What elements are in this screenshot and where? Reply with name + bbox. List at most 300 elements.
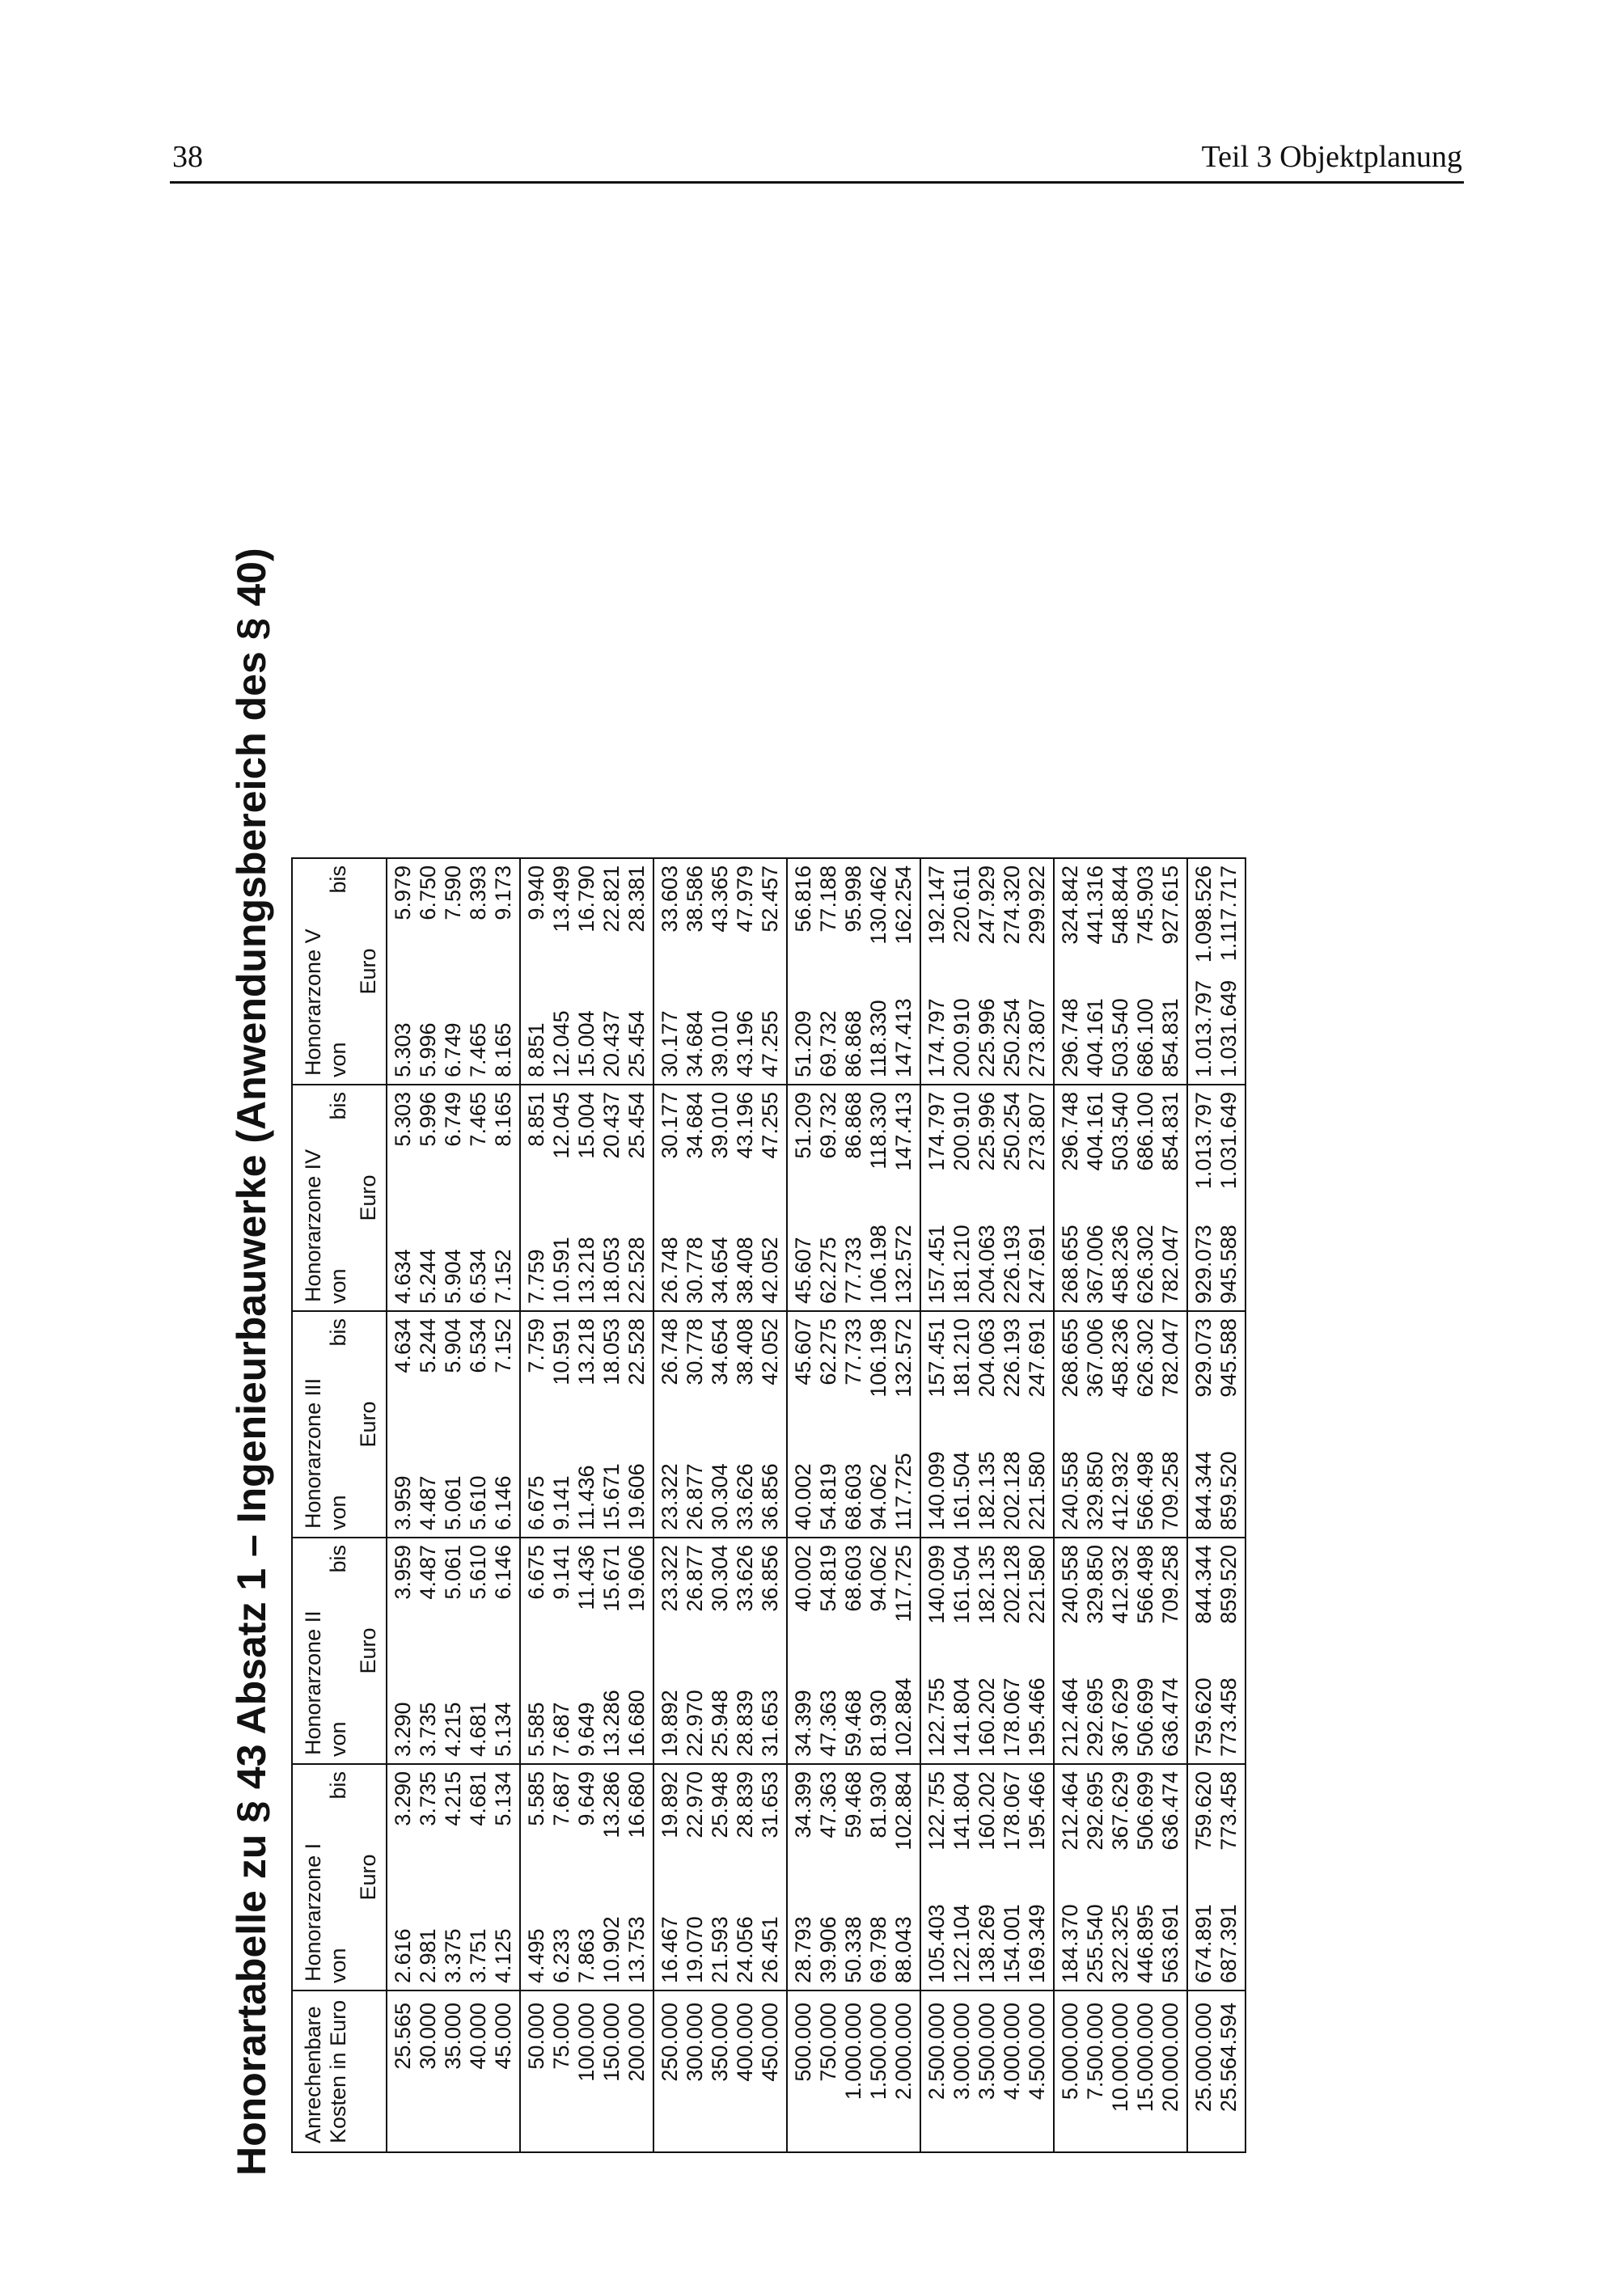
von-cell: 19.606 — [624, 1424, 653, 1538]
von-cell: 20.437 — [599, 971, 624, 1085]
table-row — [949, 858, 975, 2152]
table-row — [441, 858, 466, 2152]
bis-cell: 5.061 — [441, 1545, 465, 1600]
row-group — [1054, 858, 1187, 2152]
von-cell: 182.135 — [975, 1424, 1000, 1538]
bis-cell: 30.304 — [708, 1545, 732, 1612]
bis-cell: 929.073 — [1187, 1311, 1216, 1424]
table-row — [520, 858, 549, 2152]
von-cell: 34.684 — [683, 971, 708, 1085]
von-cell: 2.616 — [387, 1877, 416, 1991]
von-cell: 34.654 — [708, 1198, 733, 1311]
bis-cell: 296.748 — [1054, 1085, 1083, 1198]
von-cell: 30.304 — [708, 1424, 733, 1538]
von-cell: 10.902 — [599, 1877, 624, 1991]
bis-cell: 8.393 — [466, 865, 490, 920]
bis-cell: 247.929 — [975, 865, 999, 945]
bis-cell: 709.258 — [1158, 1545, 1182, 1624]
bis-cell: 11.436 — [574, 1545, 598, 1610]
bis-cell: 5.996 — [416, 1092, 440, 1147]
cost-cell: 100.000 — [574, 2003, 598, 2082]
table-row — [624, 858, 653, 2152]
von-cell: 31.653 — [758, 1651, 787, 1764]
bis-cell: 3.959 — [387, 1538, 416, 1651]
von-cell: 18.053 — [599, 1198, 624, 1311]
von-cell: 503.540 — [1108, 971, 1133, 1085]
header-rule — [170, 181, 1464, 184]
cost-cell: 5.000.000 — [1054, 1991, 1083, 2152]
von-cell: 636.474 — [1158, 1651, 1187, 1764]
bis-cell: 6.534 — [466, 1318, 490, 1373]
von-cell: 138.269 — [975, 1877, 1000, 1991]
bis-cell: 274.320 — [1000, 865, 1024, 945]
von-cell: 240.558 — [1054, 1424, 1083, 1538]
table-row — [920, 858, 949, 2152]
table-row — [387, 858, 416, 2152]
bis-cell: 5.610 — [466, 1545, 490, 1600]
table-row — [816, 858, 841, 2152]
von-cell: 296.748 — [1054, 971, 1083, 1085]
bis-cell: 859.520 — [1216, 1545, 1241, 1624]
cost-cell: 250.000 — [653, 1991, 683, 2152]
von-cell: 154.001 — [1000, 1877, 1025, 1991]
bis-cell: 7.152 — [491, 1318, 515, 1373]
von-cell: 5.585 — [520, 1651, 549, 1764]
zone-header: Honorarzone IV — [292, 1085, 326, 1311]
bis-cell: 626.302 — [1133, 1318, 1157, 1398]
bis-cell: 292.695 — [1083, 1771, 1107, 1851]
von-cell: 160.202 — [975, 1651, 1000, 1764]
von-cell: 929.073 — [1187, 1198, 1216, 1311]
von-cell: 28.793 — [787, 1877, 816, 1991]
bis-cell: 52.457 — [758, 865, 782, 933]
bis-cell: 6.675 — [520, 1538, 549, 1651]
von-cell: 4.681 — [466, 1651, 491, 1764]
bis-cell: 844.344 — [1187, 1538, 1216, 1651]
table-row — [975, 858, 1000, 2152]
bis-cell: 367.006 — [1083, 1318, 1107, 1398]
von-cell: 268.655 — [1054, 1198, 1083, 1311]
bis-cell: 299.922 — [1025, 865, 1049, 945]
von-cell: 34.399 — [787, 1651, 816, 1764]
von-cell: 6.233 — [549, 1877, 574, 1991]
table-row — [1054, 858, 1083, 2152]
bis-cell: 42.052 — [758, 1318, 782, 1386]
bis-cell: 1.013.797 — [1187, 1085, 1216, 1198]
von-cell: 178.067 — [1000, 1651, 1025, 1764]
von-cell: 6.146 — [491, 1424, 520, 1538]
von-cell: 105.403 — [920, 1877, 949, 1991]
cost-cell: 2.500.000 — [920, 1991, 949, 2152]
row-group — [653, 858, 787, 2152]
bis-cell: 34.654 — [708, 1318, 732, 1386]
von-cell: 50.338 — [841, 1877, 866, 1991]
bis-label: bis — [326, 1771, 350, 1800]
table-title: Honorartabelle zu § 43 Absatz 1 – Ingenieurbauwerke (Anwendungsbereich des § 40) — [229, 548, 274, 2176]
bis-cell: 43.196 — [733, 1092, 757, 1159]
von-cell: 30.177 — [653, 971, 683, 1085]
bis-cell: 506.699 — [1133, 1771, 1157, 1851]
bis-cell: 566.498 — [1133, 1545, 1157, 1624]
von-cell: 844.344 — [1187, 1424, 1216, 1538]
cost-cell: 15.000.000 — [1133, 2003, 1157, 2113]
bis-cell: 212.464 — [1054, 1764, 1083, 1877]
table-row — [1133, 858, 1158, 2152]
von-cell: 24.056 — [733, 1877, 758, 1991]
bis-cell: 1.098.526 — [1187, 858, 1216, 971]
von-cell: 446.895 — [1133, 1877, 1158, 1991]
bis-cell: 38.586 — [683, 865, 707, 933]
row-group — [1187, 858, 1245, 2152]
cost-cell: 45.000 — [491, 2003, 515, 2070]
von-cell: 195.466 — [1025, 1651, 1054, 1764]
bis-cell: 26.877 — [683, 1545, 707, 1612]
bis-cell: 45.607 — [787, 1311, 816, 1424]
bis-cell: 28.839 — [733, 1771, 757, 1838]
bis-cell: 759.620 — [1187, 1764, 1216, 1877]
bis-cell: 548.844 — [1108, 865, 1132, 945]
von-cell: 147.413 — [891, 971, 920, 1085]
bis-cell: 404.161 — [1083, 1092, 1107, 1171]
von-cell: 7.152 — [491, 1198, 520, 1311]
bis-cell: 9.649 — [574, 1771, 598, 1826]
von-cell: 13.753 — [624, 1877, 653, 1991]
von-cell: 6.749 — [441, 971, 466, 1085]
bis-cell: 1.117.717 — [1216, 865, 1241, 962]
bis-cell: 182.135 — [975, 1545, 999, 1624]
von-cell: 2.981 — [416, 1877, 441, 1991]
von-cell: 39.906 — [816, 1877, 841, 1991]
cost-cell: 1.500.000 — [866, 2003, 890, 2101]
bis-cell: 4.215 — [441, 1771, 465, 1826]
cost-cell: 3.500.000 — [975, 2003, 999, 2101]
row-group — [920, 858, 1054, 2152]
von-cell: 42.052 — [758, 1198, 787, 1311]
bis-cell: 220.611 — [949, 865, 974, 943]
von-cell: 38.408 — [733, 1198, 758, 1311]
von-cell: 200.910 — [949, 971, 975, 1085]
table-row — [653, 858, 683, 2152]
bis-cell: 94.062 — [866, 1545, 890, 1612]
bis-cell: 4.681 — [466, 1771, 490, 1826]
von-cell: 5.610 — [466, 1424, 491, 1538]
bis-cell: 225.996 — [975, 1092, 999, 1171]
von-cell: 184.370 — [1054, 1877, 1083, 1991]
bis-cell: 141.804 — [949, 1771, 974, 1851]
table-row — [891, 858, 920, 2152]
bis-cell: 13.286 — [599, 1771, 624, 1838]
bis-cell: 12.045 — [549, 1092, 573, 1159]
von-cell: 7.465 — [466, 971, 491, 1085]
von-cell: 5.061 — [441, 1424, 466, 1538]
cost-header-line2: Kosten in Euro — [326, 1999, 350, 2143]
bis-cell: 56.816 — [787, 858, 816, 971]
bis-cell: 19.892 — [653, 1764, 683, 1877]
cost-cell: 25.565 — [387, 1991, 416, 2152]
von-cell: 117.725 — [891, 1424, 920, 1538]
zone-header: Honorarzone II — [292, 1538, 326, 1764]
cost-cell: 25.000.000 — [1187, 1991, 1216, 2152]
zone-header: Honorarzone V — [292, 858, 326, 1085]
bis-cell: 178.067 — [1000, 1771, 1024, 1851]
table-row — [416, 858, 441, 2152]
von-cell: 202.128 — [1000, 1424, 1025, 1538]
bis-cell: 273.807 — [1025, 1092, 1049, 1171]
von-cell: 69.798 — [866, 1877, 891, 1991]
von-cell: 43.196 — [733, 971, 758, 1085]
von-cell: 54.819 — [816, 1424, 841, 1538]
von-cell: 674.891 — [1187, 1877, 1216, 1991]
table-row — [1216, 858, 1245, 2152]
bis-cell: 686.100 — [1133, 1092, 1157, 1171]
von-cell: 40.002 — [787, 1424, 816, 1538]
von-cell: 15.004 — [574, 971, 599, 1085]
von-cell: 458.236 — [1108, 1198, 1133, 1311]
bis-cell: 927.615 — [1158, 865, 1182, 945]
bis-cell: 268.655 — [1054, 1311, 1083, 1424]
euro-label: Euro — [356, 1311, 387, 1538]
von-cell: 122.104 — [949, 1877, 975, 1991]
cost-cell: 300.000 — [683, 2003, 707, 2082]
bis-cell: 47.979 — [733, 865, 757, 933]
bis-cell: 192.147 — [920, 858, 949, 971]
von-cell: 859.520 — [1216, 1424, 1245, 1538]
von-cell: 367.006 — [1083, 1198, 1108, 1311]
von-cell: 47.363 — [816, 1651, 841, 1764]
von-cell: 759.620 — [1187, 1651, 1216, 1764]
bis-cell: 118.330 — [866, 1092, 890, 1170]
bis-cell: 5.244 — [416, 1318, 440, 1373]
bis-cell: 40.002 — [787, 1538, 816, 1651]
von-cell: 161.504 — [949, 1424, 975, 1538]
bis-cell: 31.653 — [758, 1771, 782, 1838]
bis-cell: 10.591 — [549, 1318, 573, 1386]
von-cell: 8.851 — [520, 971, 549, 1085]
von-cell: 247.691 — [1025, 1198, 1054, 1311]
bis-cell: 47.363 — [816, 1771, 840, 1838]
bis-cell: 54.819 — [816, 1545, 840, 1612]
von-cell: 945.588 — [1216, 1198, 1245, 1311]
table-row — [866, 858, 891, 2152]
bis-cell: 745.903 — [1133, 865, 1157, 945]
von-cell: 22.528 — [624, 1198, 653, 1311]
von-cell: 13.286 — [599, 1651, 624, 1764]
bis-cell: 202.128 — [1000, 1545, 1024, 1624]
bis-cell: 117.725 — [891, 1545, 916, 1622]
cost-header-line1: Anrechenbare — [301, 2006, 325, 2143]
bis-cell: 412.932 — [1108, 1545, 1132, 1624]
von-cell: 181.210 — [949, 1198, 975, 1311]
bis-cell: 13.218 — [574, 1318, 598, 1386]
von-cell: 329.850 — [1083, 1424, 1108, 1538]
row-group — [520, 858, 653, 2152]
cost-cell: 25.564.594 — [1216, 2003, 1241, 2113]
cost-cell: 3.000.000 — [949, 2003, 974, 2101]
bis-cell: 324.842 — [1054, 858, 1083, 971]
cost-cell: 500.000 — [787, 1991, 816, 2152]
von-cell: 5.303 — [387, 971, 416, 1085]
von-cell: 506.699 — [1133, 1651, 1158, 1764]
von-cell: 30.778 — [683, 1198, 708, 1311]
bis-cell: 4.634 — [387, 1311, 416, 1424]
bis-cell: 226.193 — [1000, 1318, 1024, 1398]
von-cell: 7.759 — [520, 1198, 549, 1311]
von-cell: 69.732 — [816, 971, 841, 1085]
bis-cell: 33.603 — [653, 858, 683, 971]
von-cell: 19.892 — [653, 1651, 683, 1764]
bis-cell: 6.146 — [491, 1545, 515, 1600]
bis-cell: 140.099 — [920, 1538, 949, 1651]
bis-cell: 9.173 — [491, 865, 515, 920]
von-cell: 5.134 — [491, 1651, 520, 1764]
von-cell: 19.070 — [683, 1877, 708, 1991]
bis-cell: 22.528 — [624, 1318, 649, 1386]
section-title: Teil 3 Objektplanung — [1201, 140, 1462, 174]
zone-header: Honorarzone III — [292, 1311, 326, 1538]
von-cell: 4.495 — [520, 1877, 549, 1991]
von-cell: 4.215 — [441, 1651, 466, 1764]
von-label: von — [326, 1877, 356, 1991]
von-cell: 4.487 — [416, 1424, 441, 1538]
euro-label: Euro — [356, 1085, 387, 1311]
cost-cell: 450.000 — [758, 2003, 782, 2082]
table-row — [1187, 858, 1216, 2152]
bis-cell: 441.316 — [1083, 865, 1107, 945]
bis-cell: 240.558 — [1054, 1538, 1083, 1651]
bis-cell: 5.134 — [491, 1771, 515, 1826]
euro-label: Euro — [356, 1538, 387, 1764]
von-cell: 709.258 — [1158, 1424, 1187, 1538]
von-label: von — [326, 1424, 356, 1538]
von-cell: 36.856 — [758, 1424, 787, 1538]
bis-cell: 51.209 — [787, 1085, 816, 1198]
von-cell: 102.884 — [891, 1651, 920, 1764]
von-cell: 8.165 — [491, 971, 520, 1085]
von-cell: 59.468 — [841, 1651, 866, 1764]
von-cell: 25.454 — [624, 971, 653, 1085]
bis-cell: 181.210 — [949, 1318, 974, 1398]
bis-cell: 62.275 — [816, 1318, 840, 1386]
von-cell: 322.325 — [1108, 1877, 1133, 1991]
bis-cell: 773.458 — [1216, 1771, 1241, 1851]
von-cell: 3.959 — [387, 1424, 416, 1538]
bis-cell: 77.188 — [816, 865, 840, 933]
bis-label: bis — [326, 865, 350, 894]
von-cell: 141.804 — [949, 1651, 975, 1764]
von-cell: 221.580 — [1025, 1424, 1054, 1538]
von-cell: 118.330 — [866, 971, 891, 1085]
bis-cell: 47.255 — [758, 1092, 782, 1159]
von-cell: 204.063 — [975, 1198, 1000, 1311]
von-label: von — [326, 971, 356, 1085]
table-row — [841, 858, 866, 2152]
cost-cell: 4.000.000 — [1000, 2003, 1024, 2101]
bis-cell: 6.750 — [416, 865, 440, 920]
von-cell: 11.436 — [574, 1424, 599, 1538]
von-cell: 3.751 — [466, 1877, 491, 1991]
bis-cell: 4.487 — [416, 1545, 440, 1600]
fee-table — [291, 857, 1246, 2153]
bis-cell: 1.031.649 — [1216, 1092, 1241, 1190]
bis-cell: 250.254 — [1000, 1092, 1024, 1171]
table-row — [1000, 858, 1025, 2152]
cost-cell: 50.000 — [520, 1991, 549, 2152]
bis-cell: 5.303 — [387, 1085, 416, 1198]
bis-cell: 8.165 — [491, 1092, 515, 1147]
von-cell: 782.047 — [1158, 1198, 1187, 1311]
cost-cell: 2.000.000 — [891, 2003, 916, 2101]
von-cell: 563.691 — [1158, 1877, 1187, 1991]
bis-cell: 5.904 — [441, 1318, 465, 1373]
von-cell: 404.161 — [1083, 971, 1108, 1085]
bis-cell: 7.759 — [520, 1311, 549, 1424]
von-cell: 773.458 — [1216, 1651, 1245, 1764]
von-cell: 854.831 — [1158, 971, 1187, 1085]
bis-cell: 195.466 — [1025, 1771, 1049, 1851]
von-cell: 686.100 — [1133, 971, 1158, 1085]
table-row — [1158, 858, 1187, 2152]
von-cell: 21.593 — [708, 1877, 733, 1991]
table-row — [733, 858, 758, 2152]
table-row — [549, 858, 574, 2152]
bis-cell: 15.004 — [574, 1092, 598, 1159]
von-cell: 77.733 — [841, 1198, 866, 1311]
bis-cell: 174.797 — [920, 1085, 949, 1198]
bis-cell: 367.629 — [1108, 1771, 1132, 1851]
von-cell: 5.904 — [441, 1198, 466, 1311]
bis-cell: 130.462 — [866, 865, 890, 945]
bis-cell: 9.940 — [520, 858, 549, 971]
von-cell: 33.626 — [733, 1424, 758, 1538]
von-cell: 81.930 — [866, 1651, 891, 1764]
bis-cell: 132.572 — [891, 1318, 916, 1398]
bis-cell: 503.540 — [1108, 1092, 1132, 1171]
table-header — [292, 858, 387, 2152]
bis-cell: 160.202 — [975, 1771, 999, 1851]
von-cell: 16.467 — [653, 1877, 683, 1991]
bis-cell: 69.732 — [816, 1092, 840, 1159]
von-cell: 45.607 — [787, 1198, 816, 1311]
cost-cell: 35.000 — [441, 2003, 465, 2070]
von-cell: 6.675 — [520, 1424, 549, 1538]
von-cell: 367.629 — [1108, 1651, 1133, 1764]
cost-column-header — [292, 1991, 387, 2152]
row-group — [387, 858, 520, 2152]
bis-cell: 95.998 — [841, 865, 865, 933]
bis-cell: 28.381 — [624, 865, 649, 933]
von-cell: 5.996 — [416, 971, 441, 1085]
bis-cell: 9.141 — [549, 1545, 573, 1600]
bis-cell: 102.884 — [891, 1771, 916, 1851]
von-cell: 86.868 — [841, 971, 866, 1085]
von-cell: 47.255 — [758, 971, 787, 1085]
von-cell: 13.218 — [574, 1198, 599, 1311]
bis-label: bis — [326, 1318, 350, 1347]
bis-cell: 36.856 — [758, 1545, 782, 1612]
table-row — [466, 858, 491, 2152]
table-row — [787, 858, 816, 2152]
von-cell: 7.687 — [549, 1651, 574, 1764]
bis-cell: 30.778 — [683, 1318, 707, 1386]
von-cell: 4.125 — [491, 1877, 520, 1991]
von-cell: 4.634 — [387, 1198, 416, 1311]
cost-cell: 200.000 — [624, 2003, 649, 2082]
bis-cell: 6.749 — [441, 1092, 465, 1147]
bis-cell: 18.053 — [599, 1318, 624, 1386]
bis-cell: 157.451 — [920, 1311, 949, 1424]
von-cell: 255.540 — [1083, 1877, 1108, 1991]
von-cell: 626.302 — [1133, 1198, 1158, 1311]
